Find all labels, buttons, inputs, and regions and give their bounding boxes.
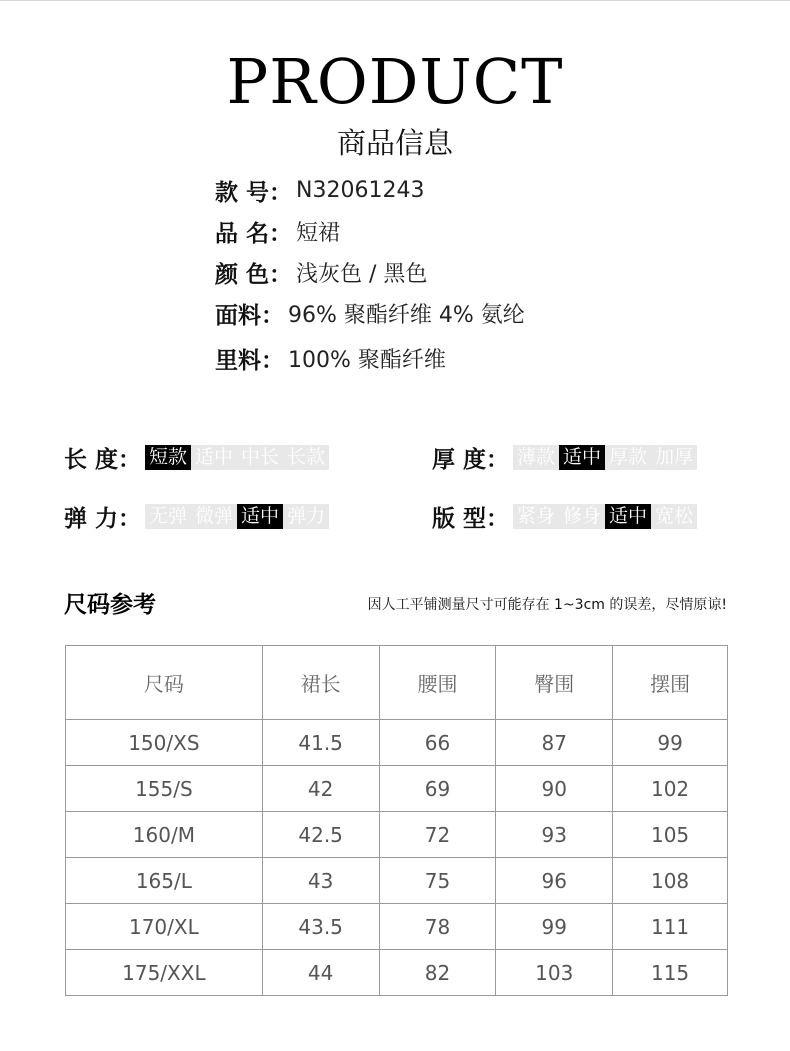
table-cell: 115 (613, 950, 728, 996)
info-value: 100% 聚酯纤维 (288, 347, 446, 373)
page-title: PRODUCT (226, 45, 564, 118)
attr-label: 长 度： (64, 446, 142, 473)
table-row (66, 858, 728, 904)
info-label: 面料： (215, 302, 284, 329)
attr-label: 版 型： (432, 505, 510, 532)
table-cell: 69 (379, 766, 496, 812)
attr-option: 修身 (559, 504, 605, 529)
table-cell: 160/M (66, 812, 263, 858)
table-header-cell: 尺码 (66, 646, 263, 720)
info-row-color (215, 255, 427, 289)
attr-options (513, 504, 697, 529)
attr-option: 中长 (237, 445, 283, 470)
size-section-title: 尺码参考 (64, 592, 156, 618)
table-cell: 43 (262, 858, 379, 904)
table-cell: 170/XL (66, 904, 263, 950)
table-cell: 111 (613, 904, 728, 950)
table-cell: 150/XS (66, 720, 263, 766)
table-row (66, 812, 728, 858)
table-row (66, 950, 728, 996)
attr-fit (432, 500, 697, 532)
attr-length (64, 441, 329, 473)
table-cell: 82 (379, 950, 496, 996)
attr-option: 宽松 (651, 504, 697, 529)
info-label: 里料： (215, 347, 284, 374)
attr-option-selected: 适中 (559, 445, 605, 470)
attr-option: 紧身 (513, 504, 559, 529)
attr-option-selected: 适中 (237, 504, 283, 529)
info-value: 96% 聚酯纤维 4% 氨纶 (288, 302, 525, 328)
table-header-cell: 腰围 (379, 646, 496, 720)
size-table (65, 645, 728, 996)
attr-label: 厚 度： (432, 446, 510, 473)
attr-label: 弹 力： (64, 505, 142, 532)
table-cell: 165/L (66, 858, 263, 904)
table-header-cell: 臀围 (496, 646, 613, 720)
info-row-lining (215, 341, 446, 375)
table-cell: 43.5 (262, 904, 379, 950)
attr-thickness (432, 441, 697, 473)
table-cell: 93 (496, 812, 613, 858)
table-cell: 105 (613, 812, 728, 858)
table-cell: 87 (496, 720, 613, 766)
attr-option-selected: 短款 (145, 445, 191, 470)
top-divider (0, 0, 790, 1)
table-cell: 175/XXL (66, 950, 263, 996)
attr-option: 弹力 (283, 504, 329, 529)
info-value: 浅灰色 / 黑色 (296, 261, 428, 287)
page-subtitle: 商品信息 (336, 126, 453, 160)
attr-options (145, 504, 329, 529)
table-cell: 41.5 (262, 720, 379, 766)
table-cell: 102 (613, 766, 728, 812)
attr-option: 加厚 (651, 445, 697, 470)
table-cell: 42 (262, 766, 379, 812)
attr-option: 长款 (283, 445, 329, 470)
info-row-product-name (215, 214, 340, 248)
attr-option: 薄款 (513, 445, 559, 470)
size-section-note: 因人工平铺测量尺寸可能存在 1~3cm 的误差，尽情原谅! (367, 597, 727, 613)
info-label: 款 号： (215, 179, 293, 206)
info-value: 短裙 (296, 220, 341, 246)
table-cell: 72 (379, 812, 496, 858)
attr-elasticity (64, 500, 329, 532)
info-label: 品 名： (215, 220, 293, 247)
table-cell: 99 (496, 904, 613, 950)
info-label: 颜 色： (215, 261, 293, 288)
table-cell: 155/S (66, 766, 263, 812)
table-cell: 78 (379, 904, 496, 950)
table-cell: 96 (496, 858, 613, 904)
attr-option: 无弹 (145, 504, 191, 529)
table-cell: 108 (613, 858, 728, 904)
attr-option-selected: 适中 (605, 504, 651, 529)
table-cell: 66 (379, 720, 496, 766)
table-cell: 75 (379, 858, 496, 904)
table-header-cell: 摆围 (613, 646, 728, 720)
table-cell: 103 (496, 950, 613, 996)
table-cell: 42.5 (262, 812, 379, 858)
info-value: N32061243 (296, 177, 425, 203)
attr-option: 厚款 (605, 445, 651, 470)
table-cell: 99 (613, 720, 728, 766)
attr-option: 适中 (191, 445, 237, 470)
table-cell: 44 (262, 950, 379, 996)
attr-options (145, 445, 329, 470)
table-header-cell: 裙长 (262, 646, 379, 720)
table-cell: 90 (496, 766, 613, 812)
info-row-style-number (215, 173, 424, 207)
attr-options (513, 445, 697, 470)
table-row (66, 904, 728, 950)
table-row (66, 766, 728, 812)
info-row-fabric (215, 296, 525, 330)
table-row (66, 720, 728, 766)
attr-option: 微弹 (191, 504, 237, 529)
table-header-row (66, 646, 728, 720)
